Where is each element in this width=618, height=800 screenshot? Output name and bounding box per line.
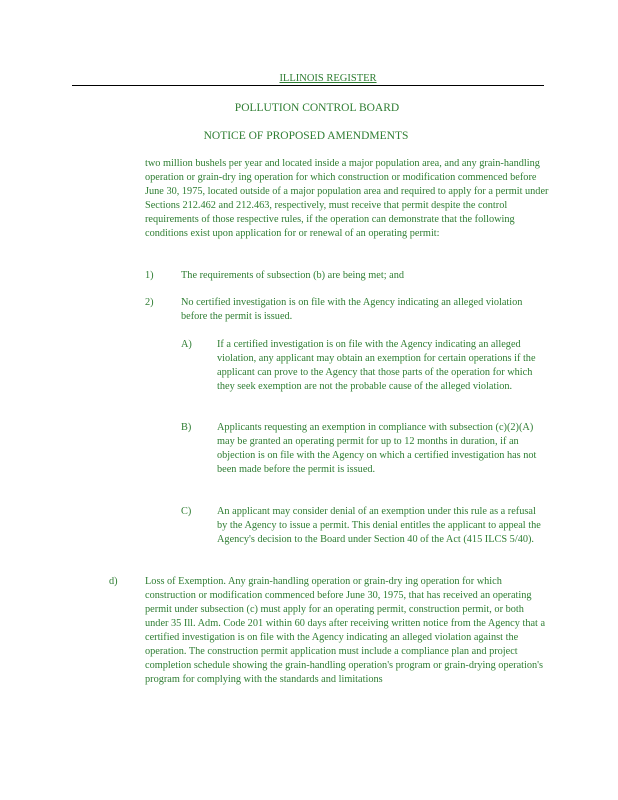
intro-paragraph: two million bushels per year and located inside a major population area, and any grain-handling operation or grain-dry ing operation for which construction or modification commenced before June 30, 1975, located outside of a major population area and required to apply for a permit under Sections 212.462 and 212.463, respectively, must receive that permit despite the control requirements of those respective rules, if the operation can demonstrate that the following conditions exist upon application for or renewal of an operating permit: <box>145 158 549 239</box>
item-2-label: 2) <box>145 297 154 308</box>
item-1-text: The requirements of subsection (b) are being met; and <box>181 270 405 281</box>
subitem-c-text: An applicant may consider denial of an exemption under this rule as a refusal by the Agency to issue a permit. This denial entitles the applicant to appeal the Agency's decision to the Board under Section 40 of the Act (415 ILCS 5/40). <box>217 506 541 545</box>
subitem-b-label: B) <box>181 422 192 433</box>
register-title: ILLINOIS REGISTER <box>279 73 377 84</box>
board-title: POLLUTION CONTROL BOARD <box>234 102 400 114</box>
notice-title: NOTICE OF PROPOSED AMENDMENTS <box>203 130 409 142</box>
register-header <box>72 72 544 86</box>
subitem-a-text: If a certified investigation is on file with the Agency indicating an alleged violation, any applicant may obtain an exemption for certain operations if the applicant can prove to the Agency that those parts of the operation for which they seek exemption are not the probable cause of the alleged violation. <box>217 339 536 392</box>
item-1-label: 1) <box>145 270 154 281</box>
subitem-c-label: C) <box>181 506 192 517</box>
subitem-b-text: Applicants requesting an exemption in compliance with subsection (c)(2)(A) may be granted an operating permit for up to 12 months in duration, if an objection is on file with the Agency on which a certified investigation has not been made before the permit is issued. <box>217 422 537 475</box>
section-d-text: Loss of Exemption. Any grain-handling operation or grain-dry ing operation for which construction or modification commenced before June 30, 1975, that has received an operating permit under subsection (c) must apply for an operating permit, construction permit, or both under 35 Ill. Adm. Code 201 within 60 days after receiving written notice from the Agency that a certified investigation is on file with the Agency indicating an alleged violation against the operation. The construction permit application must include a compliance plan and project completion schedule showing the grain-handling operation's program or grain-drying operation's program for complying with the standards and limitations <box>145 576 546 685</box>
section-d-label: d) <box>109 576 118 587</box>
item-2-text: No certified investigation is on file with the Agency indicating an alleged violation before the permit is issued. <box>181 297 523 322</box>
subitem-a-label: A) <box>181 339 192 350</box>
